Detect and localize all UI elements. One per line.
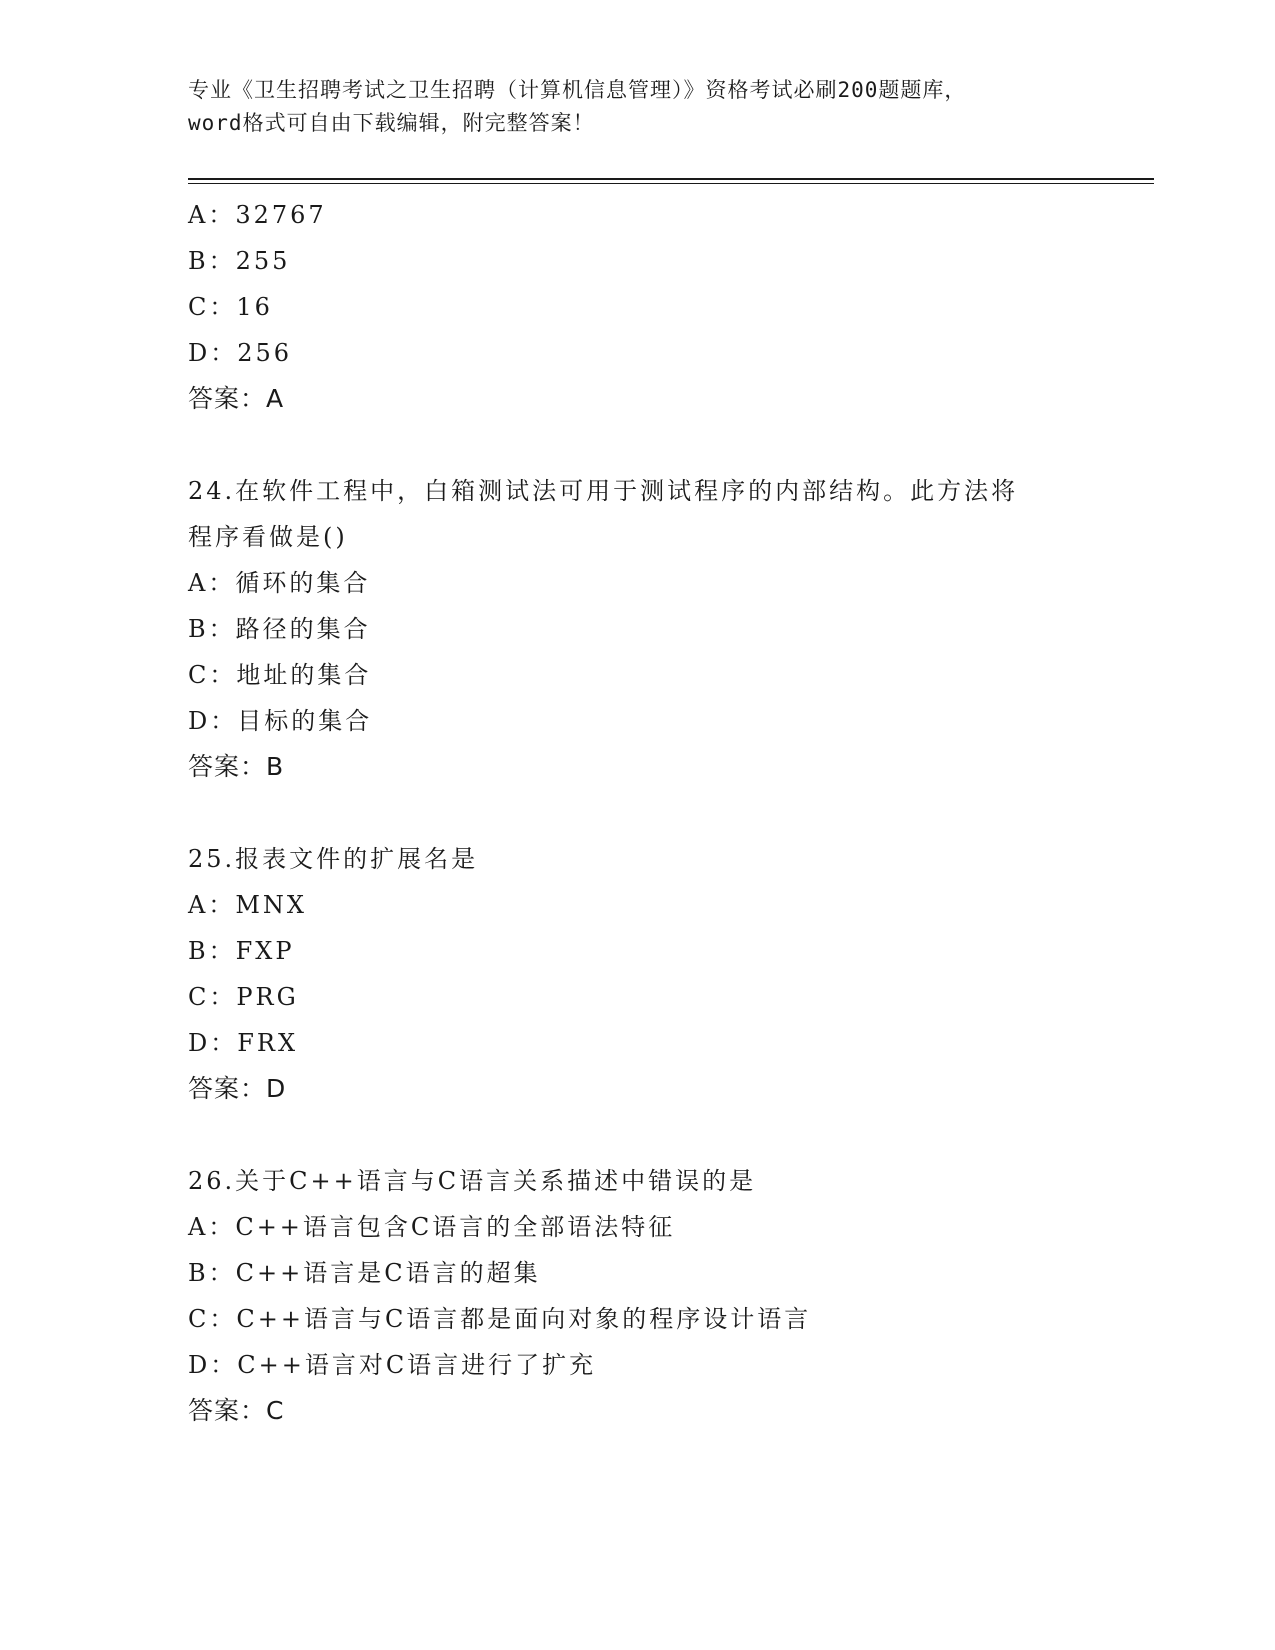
header-line-2: word格式可自由下载编辑，附完整答案！ bbox=[188, 111, 595, 135]
question-23 bbox=[188, 192, 1088, 422]
option-b: B：FXP bbox=[188, 937, 295, 965]
option-a: A：32767 bbox=[188, 201, 327, 229]
option-c: C：C++语言与C语言都是面向对象的程序设计语言 bbox=[188, 1305, 812, 1333]
answer: 答案：A bbox=[188, 384, 285, 413]
header-line-1: 专业《卫生招聘考试之卫生招聘（计算机信息管理）》资格考试必刷200题题库， bbox=[188, 78, 967, 102]
answer: 答案：C bbox=[188, 1396, 285, 1425]
option-b: B：C++语言是C语言的超集 bbox=[188, 1259, 541, 1287]
header-divider-thick bbox=[188, 178, 1154, 180]
answer: 答案：D bbox=[188, 1074, 287, 1103]
document-header bbox=[188, 74, 1068, 140]
option-a: A：C++语言包含C语言的全部语法特征 bbox=[188, 1213, 676, 1241]
option-d: D：256 bbox=[188, 339, 293, 367]
option-a: A：MNX bbox=[188, 891, 307, 919]
answer: 答案：B bbox=[188, 752, 285, 781]
question-26 bbox=[188, 1158, 1088, 1434]
option-d: D：FRX bbox=[188, 1029, 299, 1057]
question-list bbox=[188, 192, 1088, 1434]
option-d: D：C++语言对C语言进行了扩充 bbox=[188, 1351, 597, 1379]
question-24 bbox=[188, 468, 1088, 790]
option-b: B：255 bbox=[188, 247, 291, 275]
question-stem: 24.在软件工程中，白箱测试法可用于测试程序的内部结构。此方法将 bbox=[188, 477, 1019, 505]
option-a: A：循环的集合 bbox=[188, 569, 371, 597]
option-c: C：PRG bbox=[188, 983, 299, 1011]
option-c: C：地址的集合 bbox=[188, 661, 372, 689]
option-c: C：16 bbox=[188, 293, 273, 321]
question-stem: 26.关于C++语言与C语言关系描述中错误的是 bbox=[188, 1167, 757, 1195]
option-d: D：目标的集合 bbox=[188, 707, 373, 735]
question-25 bbox=[188, 836, 1088, 1112]
question-stem-continued: 程序看做是() bbox=[188, 523, 348, 551]
question-stem: 25.报表文件的扩展名是 bbox=[188, 845, 479, 873]
header-divider-thin bbox=[188, 183, 1154, 184]
option-b: B：路径的集合 bbox=[188, 615, 371, 643]
